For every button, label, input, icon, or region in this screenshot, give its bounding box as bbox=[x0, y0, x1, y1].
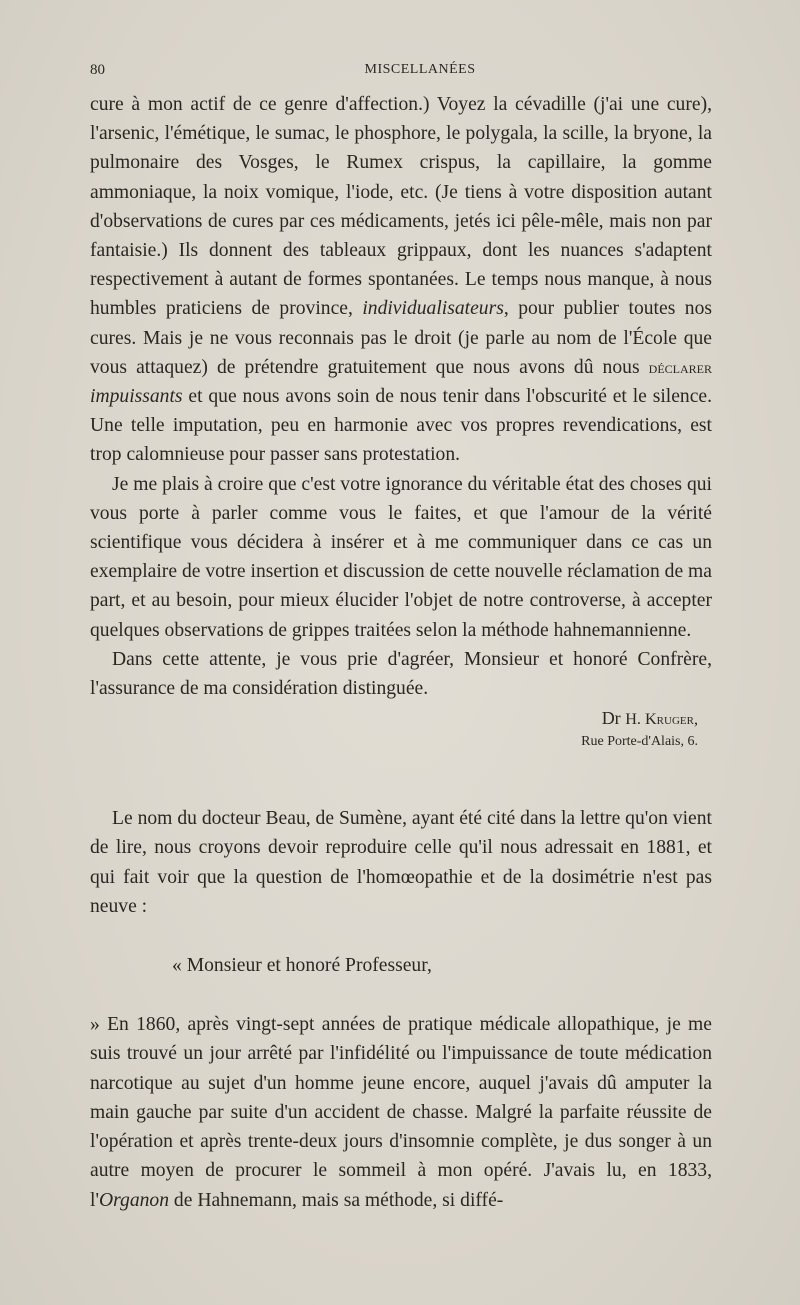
emphasis-text: individualisateurs bbox=[362, 298, 504, 320]
text-run: » En 1860, après vingt-sept années de pratique médicale allopathique, je me suis trouvé un jour arrêté par l'infidélité ou l'impuissance de toute médication narcotique au sujet d'un homme jeune encore, auquel j'avais dû amputer la main gauche par suite d'un accident de chasse. Malgré la parfaite réussite de l'opération et après trente-deux jours d'insomnie complète, je dus songer à un autre moyen de procurer le sommeil à mon opéré. J'avais lu, en 1833, l' bbox=[90, 1014, 712, 1211]
small-caps-text: déclarer bbox=[648, 356, 712, 377]
text-run: , pour publier toutes nos cures. Mais je ne vous reconnais pas le droit (je parle au nom de l'École que vous attaquez) de prétendre gratuitement que nous avons dû nous bbox=[90, 298, 712, 378]
intro-paragraph: Le nom du docteur Beau, de Sumène, ayant été cité dans la lettre qu'on vient de lire, nous croyons devoir reproduire celle qu'il nous adressait en 1881, et qui fait voir que la question de l'homœopathie et de la dosimétrie n'est pas neuve : bbox=[90, 808, 712, 917]
signature-prefix: Dr bbox=[601, 708, 621, 729]
quoted-paragraph-1 bbox=[90, 1010, 712, 1214]
quoted-salutation: « Monsieur et honoré Professeur, bbox=[172, 955, 432, 977]
signature-name: H. Kruger, bbox=[625, 710, 698, 729]
emphasis-text: Organon bbox=[98, 1189, 170, 1211]
text-run: de Hahnemann, mais sa méthode, si diffé- bbox=[169, 1189, 504, 1211]
text-run: et que nous avons soin de nous tenir dans l'obscurité et le silence. Une telle imputation, peu en harmonie avec vos propres revendications, est trop calomnieuse pour passer sans protestation. bbox=[90, 386, 712, 466]
running-title: MISCELLANÉES bbox=[364, 62, 476, 77]
page-number: 80 bbox=[90, 62, 105, 78]
signature bbox=[90, 705, 712, 732]
body-text bbox=[90, 90, 712, 1215]
emphasis-text: impuissants bbox=[90, 386, 183, 408]
text-run: cure à mon actif de ce genre d'affection.) Voyez la cévadille (j'ai une cure), l'arsenic, l'émétique, le sumac, le phosphore, le polygala, la scille, la bryone, la pulmonaire des Vosges, le Rumex crispus, la capillaire, la gomme ammoniaque, la noix vomique, l'iode, etc. (Je tiens à votre disposition autant d'observations de cures par ces médicaments, jetés ici pêle-mêle, mais non par fantaisie.) Ils donnent des tableaux grippaux, dont les nuances s'adaptent respectivement à autant de formes spontanées. Le temps nous manque, à nous humbles praticiens de province, bbox=[90, 94, 712, 320]
letter-paragraph-3: Dans cette attente, je vous prie d'agréer, Monsieur et honoré Confrère, l'assurance de ma considération distinguée. bbox=[90, 648, 712, 700]
signature-address: Rue Porte-d'Alais, 6. bbox=[581, 734, 698, 750]
letter-paragraph-2: Je me plais à croire que c'est votre ignorance du véritable état des choses qui vous porte à parler comme vous le faites, et que l'amour de la vérité scientifique vous décidera à insérer et à me communiquer dans ce cas un exemplaire de votre insertion et discussion de cette nouvelle réclamation de ma part, et au besoin, pour mieux élucider l'objet de notre controverse, à accepter quelques observations de grippes traitées selon la méthode hahnemannienne. bbox=[90, 473, 712, 641]
page-header bbox=[90, 62, 710, 84]
letter-paragraph-1 bbox=[90, 90, 712, 470]
